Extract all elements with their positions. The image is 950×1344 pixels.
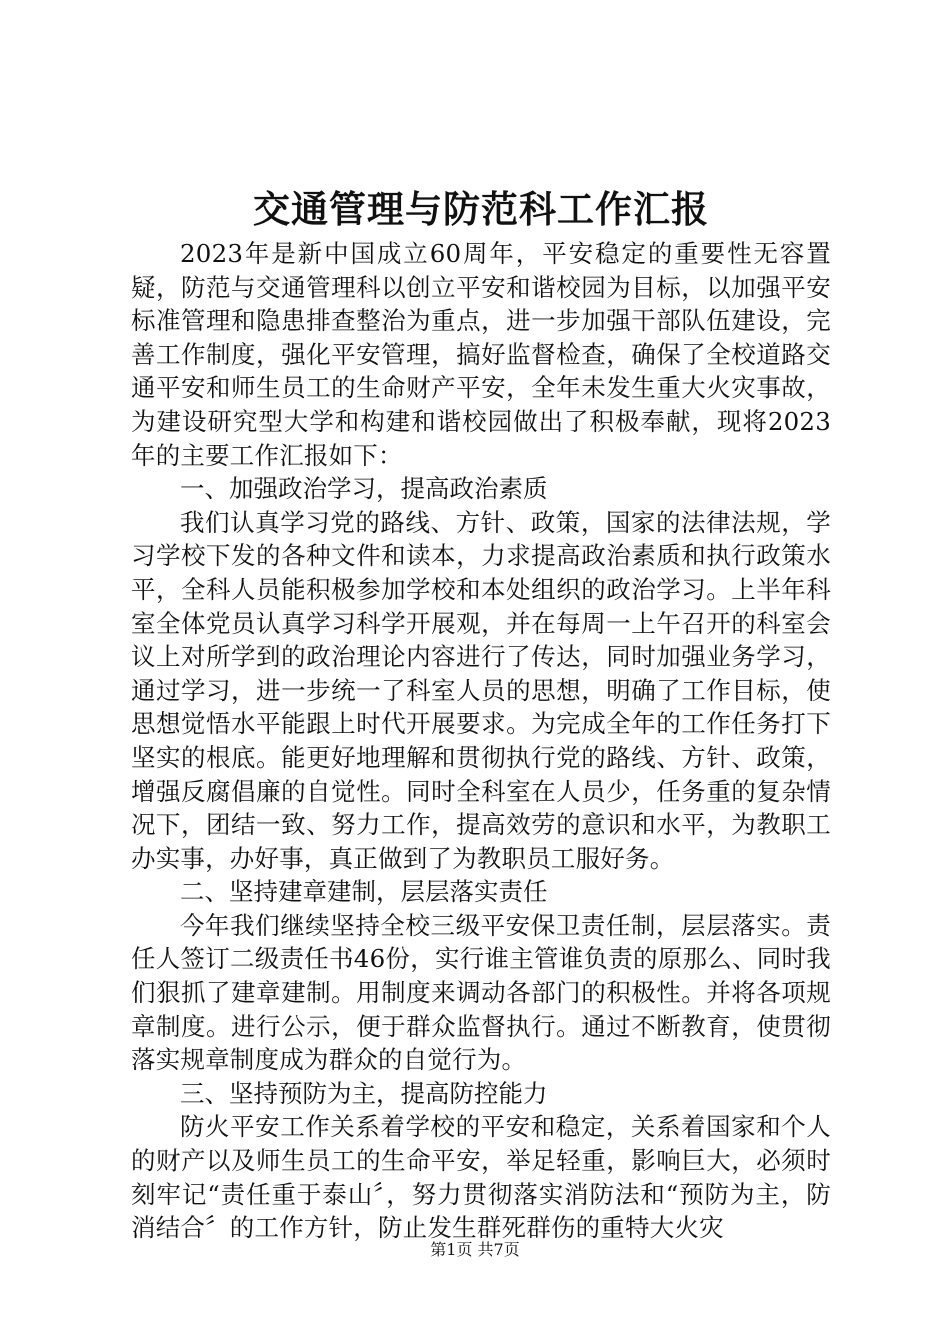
intro-paragraph: 2023年是新中国成立60周年，平安稳定的重要性无容置疑，防范与交通管理科以创立平安和谐校园为目标，以加强平安标准管理和隐患排查整治为重点，进一步加强干部队伍建设，完善工作制度，强化平安管理，搞好监督检查，确保了全校道路交通平安和师生员工的生命财产平安，全年未发生重大火灾事故，为建设研究型大学和构建和谐校园做出了积极奉献，现将2023年的主要工作汇报如下： [131, 239, 831, 470]
document-title: 交通管理与防范科工作汇报 [253, 187, 709, 231]
page-footer: 第1页 共7页 [430, 1240, 520, 1259]
section-heading-3: 三、坚持预防为主，提高防控能力 [180, 1078, 548, 1108]
section-2-paragraph: 今年我们继续坚持全校三级平安保卫责任制，层层落实。责任人签订二级责任书46份，实行谁主管谁负责的原那么、同时我们狠抓了建章建制。用制度来调动各部门的积极性。并将各项规章制度。进行公示，便于群众监督执行。通过不断教育，使贯彻落实规章制度成为群众的自觉行为。 [131, 910, 831, 1075]
section-heading-1: 一、加强政治学习，提高政治素质 [180, 474, 548, 504]
document-page [131, 183, 831, 1245]
section-3-paragraph: 防火平安工作关系着学校的平安和稳定，关系着国家和个人的财产以及师生员工的生命平安，举足轻重，影响巨大，必须时刻牢记“责任重于泰山〞，努力贯彻落实消防法和“预防为主，防消结合〞的工作方针，防止发生群死群伤的重特大火灾 [131, 1112, 831, 1243]
section-1-paragraph: 我们认真学习党的路线、方针、政策，国家的法律法规，学习学校下发的各种文件和读本，力求提高政治素质和执行政策水平，全科人员能积极参加学校和本处组织的政治学习。上半年科室全体党员认真学习科学开展观，并在每周一上午召开的科室会议上对所学到的政治理论内容进行了传达，同时加强业务学习，通过学习，进一步统一了科室人员的思想，明确了工作目标，使思想觉悟水平能跟上时代开展要求。为完成全年的工作任务打下坚实的根底。能更好地理解和贯彻执行党的路线、方针、政策，增强反腐倡廉的自觉性。同时全科室在人员少，任务重的复杂情况下，团结一致、努力工作，提高效劳的意识和水平，为教职工办实事，办好事，真正做到了为教职员工服好务。 [131, 507, 831, 873]
section-heading-2: 二、坚持建章建制，层层落实责任 [180, 877, 548, 907]
